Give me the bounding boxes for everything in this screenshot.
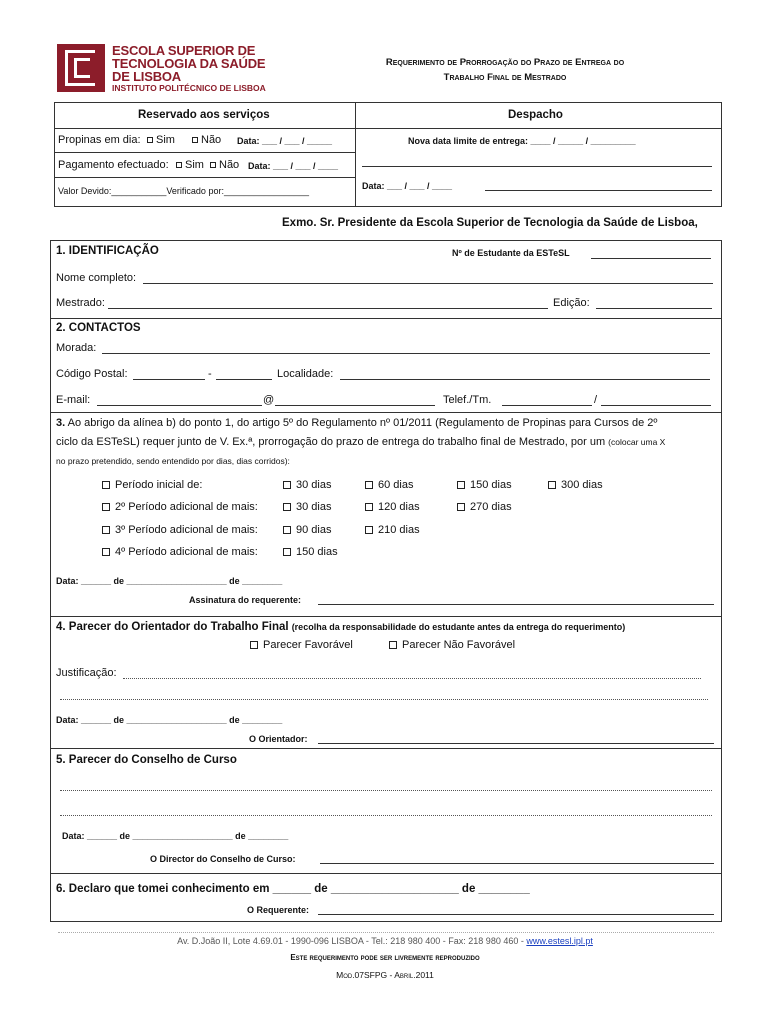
- codigo-postal-label: Código Postal:: [56, 368, 128, 380]
- parecer-favoravel-option[interactable]: Parecer Favorável: [250, 639, 353, 651]
- propinas-date-field[interactable]: Data: ___ / ___ / _____: [237, 136, 333, 146]
- periodo-4-option[interactable]: 4º Período adicional de mais:: [102, 546, 258, 558]
- assinatura-label: Assinatura do requerente:: [189, 595, 302, 605]
- edicao-field[interactable]: [596, 308, 712, 309]
- pagamento-label: Pagamento efectuado:: [58, 159, 169, 171]
- localidade-field[interactable]: [340, 379, 710, 380]
- pagamento-date-field[interactable]: Data: ___ / ___ / ____: [248, 161, 339, 171]
- institute-name: INSTITUTO POLITÉCNICO DE LISBOA: [112, 83, 266, 93]
- email-user-field[interactable]: [97, 405, 262, 406]
- school-name: [112, 44, 265, 83]
- requerente-label: O Requerente:: [247, 905, 310, 915]
- section-3-text-line1: 3. Ao abrigo da alínea b) do ponto 1, do artigo 5º do Regulamento nº 01/2011 (Regulamento de Propinas para Cursos de 2º: [56, 417, 658, 429]
- reserved-heading: Reservado aos serviços: [138, 109, 270, 121]
- email-label: E-mail:: [56, 394, 91, 406]
- nome-label: Nome completo:: [56, 272, 137, 284]
- option-30-dias-2[interactable]: 30 dias: [283, 501, 331, 513]
- section-5-title: 5. Parecer do Conselho de Curso: [56, 754, 237, 766]
- section-4-title: 4. Parecer do Orientador do Trabalho Final: [56, 621, 289, 633]
- footer-code: Mod.07SFPG - Abril.2011: [336, 970, 434, 980]
- morada-label: Morada:: [56, 342, 97, 354]
- option-210-dias[interactable]: 210 dias: [365, 524, 420, 536]
- email-at: @: [263, 394, 275, 406]
- mestrado-field[interactable]: [108, 308, 548, 309]
- nome-field[interactable]: [143, 283, 713, 284]
- section-1-title: 1. IDENTIFICAÇÃO: [56, 245, 159, 257]
- option-90-dias[interactable]: 90 dias: [283, 524, 331, 536]
- footer-website-link[interactable]: www.estesl.ipl.pt: [526, 936, 593, 946]
- option-270-dias[interactable]: 270 dias: [457, 501, 512, 513]
- conselho-field-2[interactable]: [60, 815, 712, 816]
- option-120-dias[interactable]: 120 dias: [365, 501, 420, 513]
- propinas-sim-checkbox[interactable]: Sim: [147, 134, 175, 146]
- codigo-postal-field-1[interactable]: [133, 379, 205, 380]
- footer-note: Este requerimento pode ser livremente reproduzido: [290, 953, 480, 962]
- justificacao-field-1[interactable]: [123, 678, 701, 679]
- option-150-dias-2[interactable]: 150 dias: [283, 546, 338, 558]
- section-4-date-field[interactable]: Data: ______ de ____________________ de ________: [56, 715, 283, 725]
- valor-devido-field[interactable]: Valor Devido:___________Verificado por:_________________: [58, 186, 310, 196]
- footer-divider: [58, 932, 714, 933]
- director-field[interactable]: [320, 863, 714, 864]
- telefone-field-1[interactable]: [502, 405, 592, 406]
- localidade-label: Localidade:: [277, 368, 334, 380]
- section-3-date-field[interactable]: Data: ______ de ____________________ de ________: [56, 576, 283, 586]
- orientador-field[interactable]: [318, 743, 714, 744]
- conselho-field-1[interactable]: [60, 790, 712, 791]
- student-number-label: Nº de Estudante da ESTeSL: [452, 248, 570, 258]
- document-title: [330, 55, 680, 85]
- codigo-postal-field-2[interactable]: [216, 379, 272, 380]
- requerente-field[interactable]: [318, 914, 714, 915]
- nova-data-field[interactable]: Nova data limite de entrega: ____ / _____ / _________: [408, 136, 636, 146]
- despacho-heading: Despacho: [508, 109, 563, 121]
- school-logo-icon: [57, 44, 105, 92]
- option-60-dias[interactable]: 60 dias: [365, 479, 413, 491]
- pagamento-sim-checkbox[interactable]: Sim: [176, 159, 204, 171]
- footer-address-line: [0, 936, 770, 946]
- section-3-number: 3.: [56, 417, 66, 429]
- document-title-line2: Trabalho Final de Mestrado: [443, 72, 567, 83]
- section-4-heading: [56, 621, 625, 633]
- parecer-nao-favoravel-option[interactable]: Parecer Não Favorável: [389, 639, 515, 651]
- edicao-label: Edição:: [553, 297, 590, 309]
- student-number-field[interactable]: [591, 258, 711, 259]
- option-30-dias[interactable]: 30 dias: [283, 479, 331, 491]
- despacho-line[interactable]: [362, 166, 712, 167]
- justificacao-field-2[interactable]: [60, 699, 708, 700]
- option-300-dias[interactable]: 300 dias: [548, 479, 603, 491]
- school-name-line2: TECNOLOGIA DA SAÚDE: [112, 56, 266, 71]
- orientador-label: O Orientador:: [249, 734, 308, 744]
- propinas-label: Propinas em dia:: [58, 134, 141, 146]
- propinas-nao-checkbox[interactable]: Não: [192, 134, 221, 146]
- morada-field[interactable]: [102, 353, 710, 354]
- email-domain-field[interactable]: [275, 405, 435, 406]
- section-6-title[interactable]: 6. Declaro que tomei conhecimento em ______ de ____________________ de ________: [56, 883, 530, 895]
- pagamento-nao-checkbox[interactable]: Não: [210, 159, 239, 171]
- option-150-dias[interactable]: 150 dias: [457, 479, 512, 491]
- section-2-title: 2. CONTACTOS: [56, 322, 141, 334]
- director-label: O Director do Conselho de Curso:: [150, 854, 296, 864]
- justificacao-label: Justificação:: [56, 667, 117, 679]
- periodo-2-option[interactable]: 2º Período adicional de mais:: [102, 501, 258, 513]
- section-3-text-line3: no prazo pretendido, sendo entendido por dias, dias corridos):: [56, 456, 290, 466]
- school-name-line3: DE LISBOA: [112, 69, 181, 84]
- school-name-line1: ESCOLA SUPERIOR DE: [112, 43, 256, 58]
- periodo-3-option[interactable]: 3º Período adicional de mais:: [102, 524, 258, 536]
- document-title-line1: Requerimento de Prorrogação do Prazo de Entrega do: [385, 57, 625, 68]
- telefone-slash: /: [594, 394, 598, 406]
- mestrado-label: Mestrado:: [56, 297, 105, 309]
- section-3-text-line2: ciclo da ESTeSL) requer junto de V. Ex.ª, prorrogação do prazo de entrega do trabalho final de Mestrado, por um (colocar uma X: [56, 436, 666, 448]
- telefone-label: Telef./Tm.: [443, 394, 492, 406]
- section-5-date-field[interactable]: Data: ______ de ____________________ de ________: [62, 831, 289, 841]
- section-4-note: (recolha da responsabilidade do estudante antes da entrega do requerimento): [291, 622, 626, 632]
- despacho-date-field[interactable]: Data: ___ / ___ / ____: [362, 181, 453, 191]
- salutation: Exmo. Sr. Presidente da Escola Superior de Tecnologia da Saúde de Lisboa,: [282, 217, 698, 229]
- footer-address: Av. D.João II, Lote 4.69.01 - 1990-096 LISBOA - Tel.: 218 980 400 - Fax: 218 980 460 -: [177, 936, 524, 946]
- codigo-postal-dash: -: [208, 368, 212, 380]
- assinatura-field[interactable]: [318, 604, 714, 605]
- periodo-inicial-option[interactable]: Período inicial de:: [102, 479, 202, 491]
- despacho-signature-line[interactable]: [485, 190, 712, 191]
- telefone-field-2[interactable]: [601, 405, 711, 406]
